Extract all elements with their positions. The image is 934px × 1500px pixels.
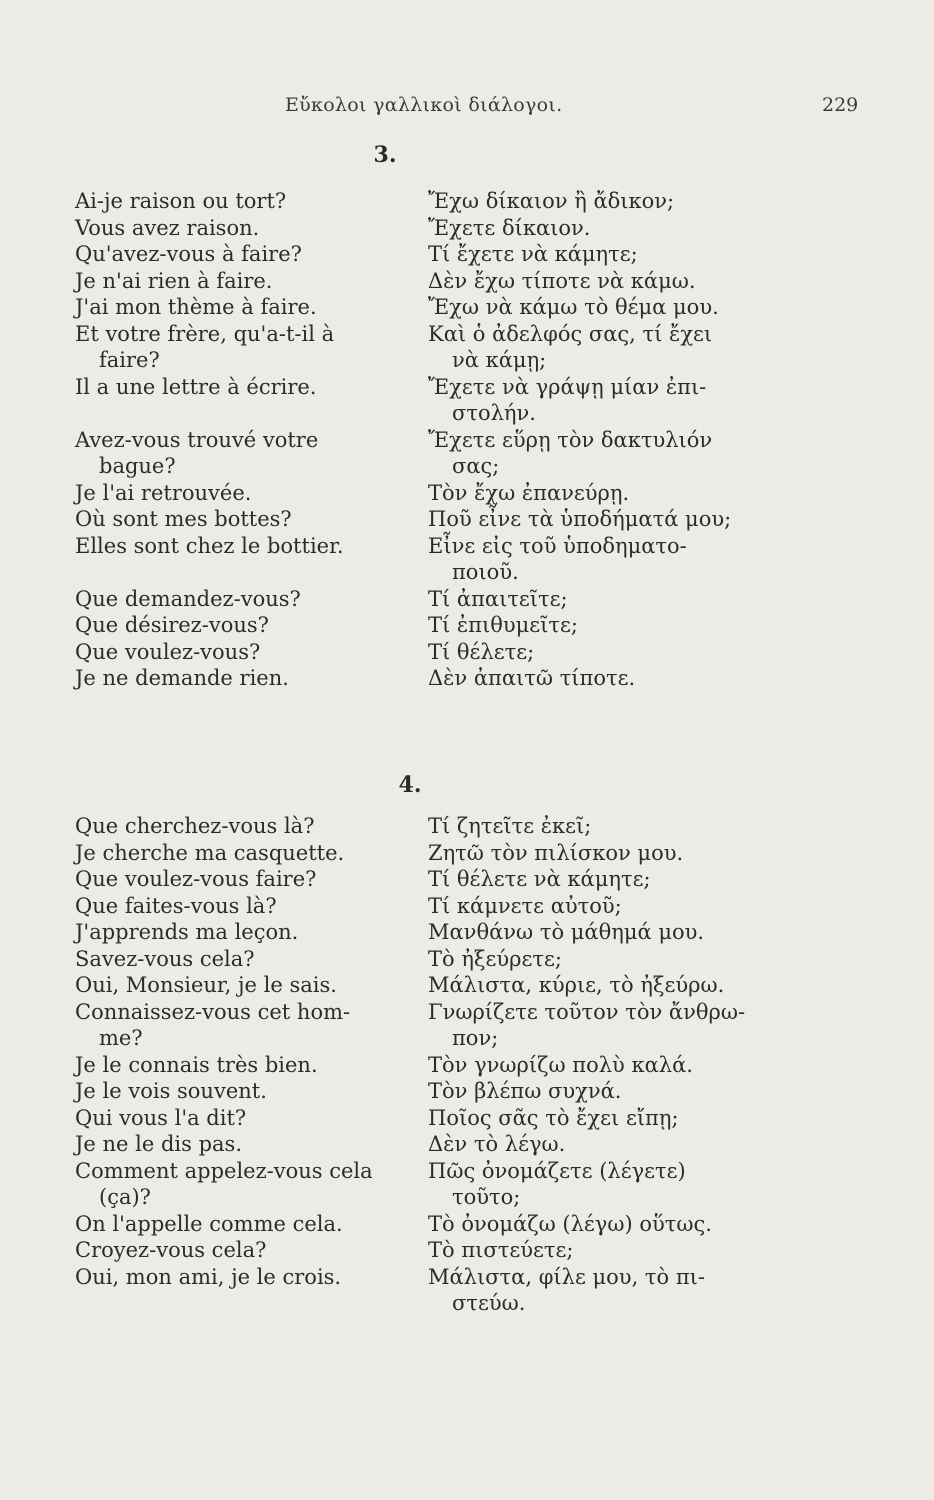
french-line: Comment appelez-vous cela (75, 1158, 373, 1183)
french-line: Que demandez-vous? (75, 586, 301, 611)
greek-line: Τὸ ὀνομάζω (λέγω) οὕτως. (428, 1211, 712, 1236)
french-line: Connaissez-vous cet hom- (75, 999, 351, 1024)
french-line: Je n'ai rien à faire. (75, 268, 273, 293)
section-number-3: 3. (373, 142, 397, 168)
greek-line: Ἔχετε δίκαιον. (428, 215, 591, 240)
french-line: Qu'avez-vous à faire? (75, 242, 302, 266)
greek-line: Ποῦ εἶνε τὰ ὑποδήματά μου; (428, 507, 732, 531)
section-4-french-column (75, 813, 405, 1290)
french-line: bague? (99, 454, 176, 478)
running-title: Εὔκολοι γαλλικοὶ διάλογοι. (285, 94, 563, 116)
greek-line: νὰ κάμῃ; (452, 348, 547, 372)
greek-line: Εἶνε εἰς τοῦ ὑποδηματο- (428, 533, 687, 558)
greek-line: στολήν. (452, 401, 536, 425)
greek-line: ποιοῦ. (452, 560, 519, 584)
french-line: Il a une lettre à écrire. (75, 374, 317, 399)
french-line: Je ne le dis pas. (75, 1132, 242, 1156)
greek-line: Ἔχω νὰ κάμω τὸ θέμα μου. (428, 295, 719, 319)
french-line: (ça)? (99, 1185, 151, 1209)
french-line: Croyez-vous cela? (75, 1238, 267, 1262)
greek-line: Τί θέλετε νὰ κάμητε; (428, 867, 651, 891)
greek-line: Μάλιστα, φίλε μου, τὸ πι- (428, 1264, 705, 1289)
greek-line: πον; (452, 1026, 499, 1050)
french-line: me? (99, 1026, 143, 1050)
greek-line: Τὸν γνωρίζω πολὺ καλά. (428, 1052, 693, 1077)
greek-line: Ζητῶ τὸν πιλίσκον μου. (428, 840, 684, 865)
greek-line: Τί θέλετε; (428, 639, 535, 664)
french-line: Ai-je raison ou tort? (75, 189, 287, 213)
greek-line: Δὲν ἀπαιτῶ τίποτε. (428, 666, 636, 690)
greek-line: Δὲν ἔχω τίποτε νὰ κάμω. (428, 268, 696, 293)
french-line: Savez-vous cela? (75, 946, 255, 971)
french-line: Elles sont chez le bottier. (75, 533, 344, 558)
page-number: 229 (822, 94, 859, 116)
greek-line: Τί ζητεῖτε ἐκεῖ; (428, 814, 592, 838)
running-head (0, 94, 934, 124)
section-4-greek-column (428, 813, 768, 1317)
french-line: Je le vois souvent. (75, 1079, 267, 1103)
greek-line: Καὶ ὁ ἀδελφός σας, τί ἔχει (428, 321, 713, 346)
french-line: Que faites-vous là? (75, 893, 277, 918)
french-line: Je cherche ma casquette. (75, 840, 345, 865)
greek-line: σας; (452, 454, 500, 478)
greek-line: στεύω. (452, 1291, 526, 1315)
french-line: Je le connais très bien. (75, 1052, 318, 1077)
greek-line: Δὲν τὸ λέγω. (428, 1132, 566, 1156)
greek-line: Ἔχετε εὕρῃ τὸν δακτυλιόν (428, 427, 713, 452)
french-line: Vous avez raison. (75, 215, 260, 240)
greek-line: Ποῖος σᾶς τὸ ἔχει εἴπῃ; (428, 1105, 679, 1130)
greek-line: Γνωρίζετε τοῦτον τὸν ἄνθρω- (428, 999, 746, 1024)
french-line: Je l'ai retrouvée. (75, 480, 252, 505)
greek-line: τοῦτο; (452, 1185, 521, 1209)
greek-line: Τί ἀπαιτεῖτε; (428, 586, 568, 611)
french-line: Oui, mon ami, je le crois. (75, 1264, 342, 1289)
section-3-greek-column (428, 188, 768, 692)
french-line: Et votre frère, qu'a-t-il à (75, 321, 335, 346)
greek-line: Τὸν ἔχω ἐπανεύρῃ. (428, 480, 630, 505)
greek-line: Ἔχετε νὰ γράψῃ μίαν ἐπι- (428, 374, 707, 399)
french-line: J'apprends ma leçon. (75, 920, 299, 944)
french-line: Que désirez-vous? (75, 613, 269, 637)
greek-line: Πῶς ὀνομάζετε (λέγετε) (428, 1158, 686, 1183)
french-line: Que voulez-vous faire? (75, 867, 317, 891)
french-line: J'ai mon thème à faire. (75, 295, 317, 319)
french-line: Que cherchez-vous là? (75, 814, 315, 838)
section-number-4: 4. (398, 772, 422, 798)
greek-line: Μανθάνω τὸ μάθημά μου. (428, 920, 705, 944)
french-line: faire? (99, 348, 160, 372)
french-line: Je ne demande rien. (75, 666, 289, 690)
french-line: On l'appelle comme cela. (75, 1211, 343, 1236)
greek-line: Ἔχω δίκαιον ἢ ἄδικον; (428, 189, 675, 213)
greek-line: Τί ἔχετε νὰ κάμητε; (428, 242, 638, 266)
french-line: Oui, Monsieur, je le sais. (75, 973, 337, 997)
greek-line: Μάλιστα, κύριε, τὸ ἠξεύρω. (428, 973, 725, 997)
french-line: Que voulez-vous? (75, 639, 261, 664)
french-line: Qui vous l'a dit? (75, 1105, 247, 1130)
french-line: Avez-vous trouvé votre (75, 427, 319, 452)
french-line: Où sont mes bottes? (75, 507, 292, 531)
greek-line: Τὸ ἠξεύρετε; (428, 946, 562, 971)
greek-line: Τί ἐπιθυμεῖτε; (428, 613, 578, 637)
greek-line: Τὸ πιστεύετε; (428, 1238, 574, 1262)
section-3-french-column (75, 188, 405, 692)
greek-line: Τί κάμνετε αὐτοῦ; (428, 893, 622, 918)
greek-line: Τὸν βλέπω συχνά. (428, 1079, 622, 1103)
